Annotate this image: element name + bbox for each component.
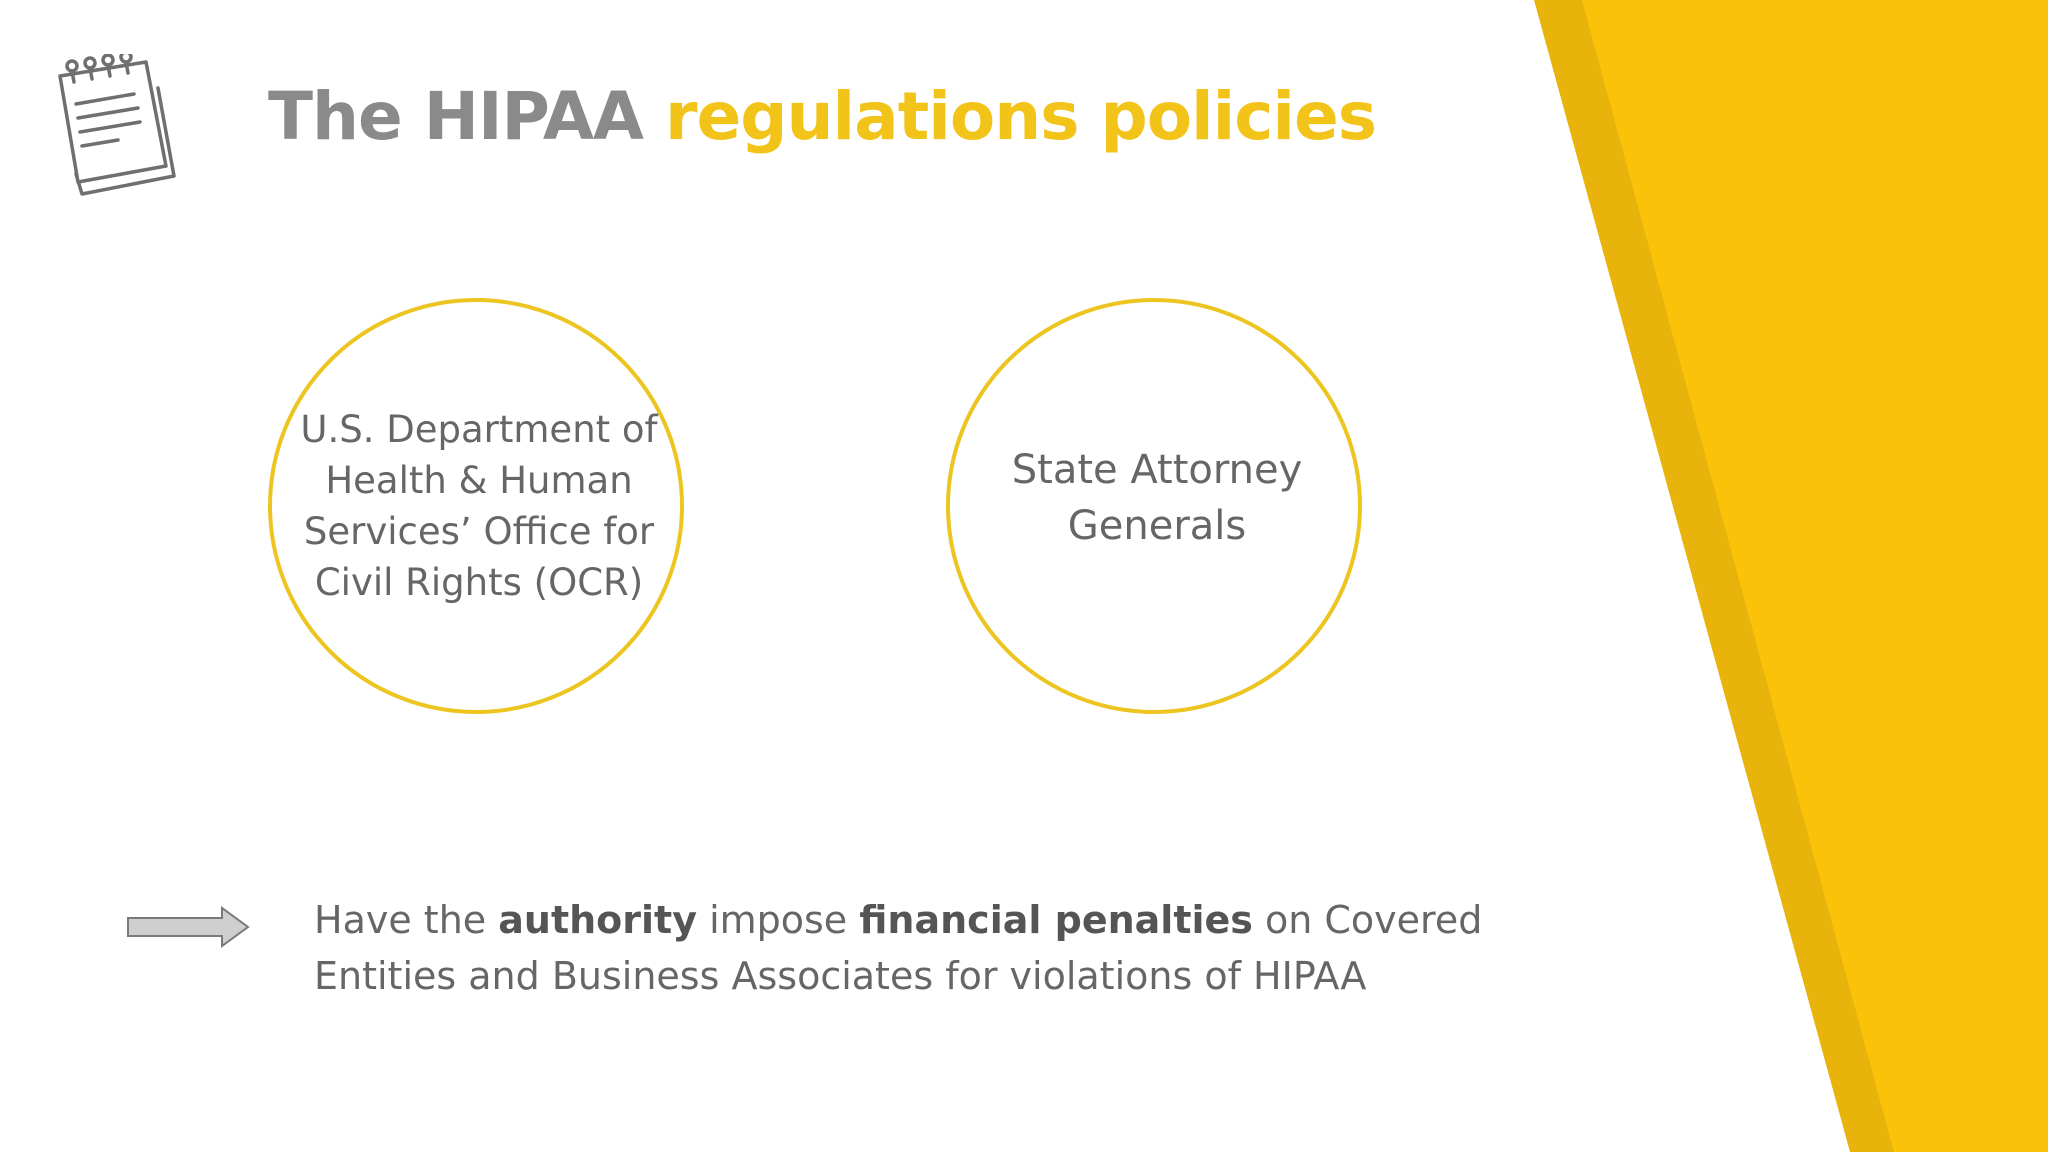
slide-title (268, 78, 1376, 155)
note-bold-authority: authority (498, 898, 697, 942)
circle-ocr-text: U.S. Department of Health & Human Services’ Office for Civil Rights (OCR) (300, 408, 658, 604)
notepad-icon (52, 54, 182, 204)
circle-state-attorney-generals (946, 298, 1362, 714)
authority-note (314, 892, 1554, 1004)
title-part-gray: The HIPAA (268, 78, 665, 155)
title-part-yellow: regulations policies (665, 78, 1377, 155)
note-bold-financial-penalties: financial penalties (859, 898, 1253, 942)
note-text-1: Have the (314, 898, 499, 942)
right-arrow-icon (126, 906, 252, 948)
note-text-3: on Covered Entities and Business Associates for violations of HIPAA (314, 898, 1483, 998)
circle-state-text: State Attorney Generals (1011, 447, 1303, 549)
note-text-2: impose (696, 898, 860, 942)
circle-ocr (268, 298, 684, 714)
